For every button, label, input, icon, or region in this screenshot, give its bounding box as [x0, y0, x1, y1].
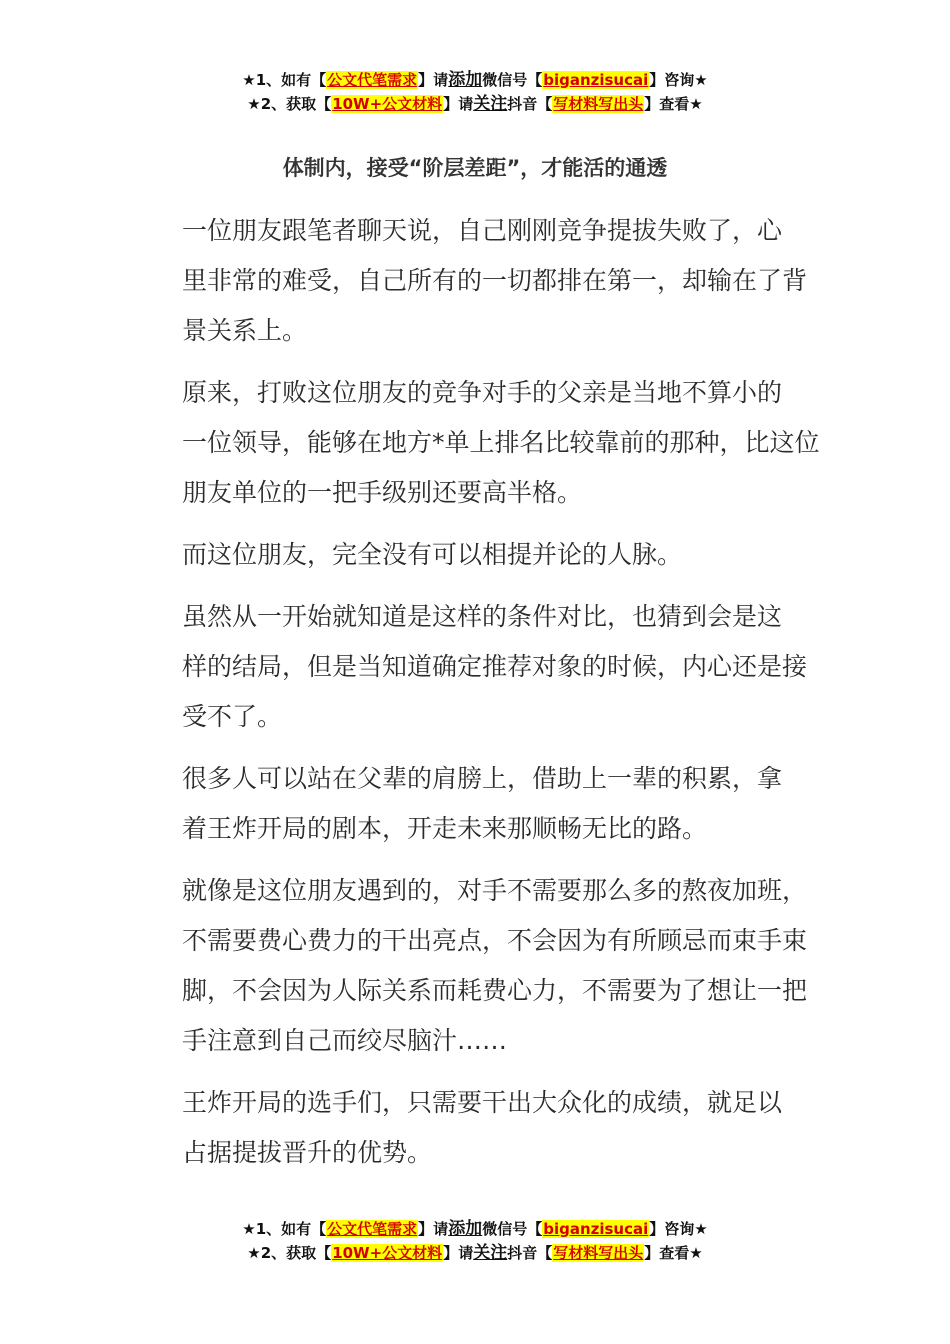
text-line: 一位朋友跟笔者聊天说，自己刚刚竞争提拔失败了，心 [182, 216, 783, 245]
text-line: 着王炸开局的剧本，开走未来那顺畅无比的路。 [182, 814, 708, 843]
paragraph [144, 1078, 832, 1178]
banner-text: 微信号【 [482, 71, 543, 89]
banner-line-2 [0, 92, 950, 116]
text-line: 虽然从一开始就知道是这样的条件对比，也猜到会是这 [182, 602, 783, 631]
text-line: 手注意到自己而绞尽脑汁…… [182, 1026, 508, 1055]
text-line: 王炸开局的选手们，只需要干出大众化的成绩，就足以 [182, 1088, 783, 1117]
banner-text: 抖音【 [507, 1244, 553, 1262]
banner-text: 】咨询★ [649, 71, 708, 89]
header-banner [0, 68, 950, 116]
text-line: 脚，不会因为人际关系而耗费心力，不需要为了想让一把 [182, 976, 808, 1005]
banner-emphasis: 关注 [473, 1243, 508, 1263]
paragraph [144, 368, 832, 518]
text-line: 受不了。 [182, 702, 283, 731]
banner-text: 】请 [418, 71, 449, 89]
paragraph [144, 592, 832, 742]
text-line: 朋友单位的一把手级别还要高半格。 [182, 478, 583, 507]
text-line: 里非常的难受，自己所有的一切都排在第一，却输在了背 [182, 266, 808, 295]
highlight-service: 公文代笔需求 [327, 1220, 418, 1238]
text-line: 就像是这位朋友遇到的，对手不需要那么多的熬夜加班， [182, 876, 808, 905]
highlight-douyin-account: 写材料写出头 [553, 95, 644, 113]
highlight-materials: 10W+公文材料 [332, 1244, 443, 1262]
highlight-wechat-id: biganzisucai [543, 1220, 649, 1238]
text-line: 占据提拔晋升的优势。 [182, 1138, 433, 1167]
paragraph [144, 754, 832, 854]
footer-banner [0, 1217, 950, 1265]
banner-line-1 [0, 68, 950, 92]
banner-text: ★1、如有【 [242, 71, 327, 89]
paragraph [144, 866, 832, 1066]
article-body [144, 206, 832, 1190]
banner-text: 】查看★ [644, 1244, 703, 1262]
banner-text: 】咨询★ [649, 1220, 708, 1238]
banner-text: 】查看★ [644, 95, 703, 113]
banner-text: 抖音【 [507, 95, 553, 113]
highlight-douyin-account: 写材料写出头 [553, 1244, 644, 1262]
text-line: 不需要费心费力的干出亮点，不会因为有所顾忌而束手束 [182, 926, 808, 955]
banner-line-1 [0, 1217, 950, 1241]
paragraph [144, 530, 832, 580]
banner-text: 】请 [418, 1220, 449, 1238]
banner-text: 】请 [443, 1244, 474, 1262]
banner-emphasis: 添加 [448, 1219, 483, 1239]
banner-text: ★2、获取【 [247, 95, 332, 113]
banner-text: ★2、获取【 [247, 1244, 332, 1262]
highlight-service: 公文代笔需求 [327, 71, 418, 89]
text-line: 样的结局，但是当知道确定推荐对象的时候，内心还是接 [182, 652, 808, 681]
text-line: 而这位朋友，完全没有可以相提并论的人脉。 [182, 540, 683, 569]
banner-text: ★1、如有【 [242, 1220, 327, 1238]
banner-emphasis: 添加 [448, 70, 483, 90]
text-line: 景关系上。 [182, 316, 308, 345]
banner-line-2 [0, 1241, 950, 1265]
text-line: 一位领导，能够在地方*单上排名比较靠前的那种，比这位 [182, 428, 820, 457]
highlight-wechat-id: biganzisucai [543, 71, 649, 89]
article-title: 体制内，接受“阶层差距”，才能活的通透 [282, 156, 668, 180]
banner-emphasis: 关注 [473, 94, 508, 114]
highlight-materials: 10W+公文材料 [332, 95, 443, 113]
banner-text: 】请 [443, 95, 474, 113]
banner-text: 微信号【 [482, 1220, 543, 1238]
paragraph [144, 206, 832, 356]
text-line: 原来，打败这位朋友的竞争对手的父亲是当地不算小的 [182, 378, 783, 407]
text-line: 很多人可以站在父辈的肩膀上，借助上一辈的积累，拿 [182, 764, 783, 793]
